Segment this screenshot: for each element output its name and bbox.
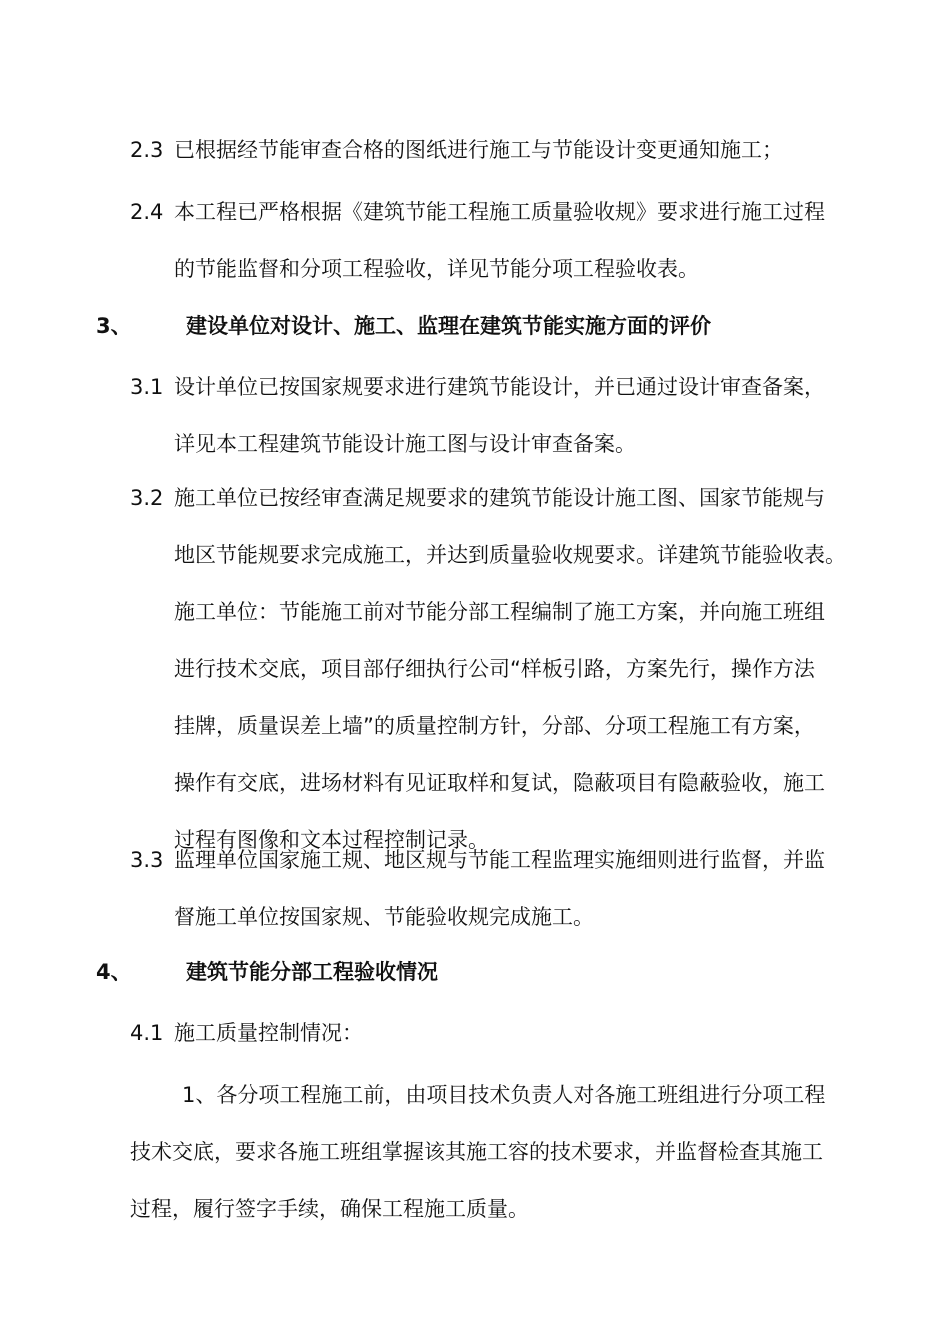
heading-number: 4、 [96, 960, 132, 984]
item-line: 设计单位已按国家规要求进行建筑节能设计，并已通过设计审查备案， [174, 375, 825, 399]
item-line: 详见本工程建筑节能设计施工图与设计审查备案。 [174, 432, 636, 456]
item-number: 3.2 [130, 486, 164, 510]
paragraph-1 [130, 1067, 890, 1238]
item-line: 督施工单位按国家规、节能验收规完成施工。 [174, 905, 594, 929]
item-line: 操作有交底，进场材料有见证取样和复试，隐蔽项目有隐蔽验收，施工 [174, 771, 825, 795]
item-3-2 [130, 470, 880, 869]
item-line: 过程有图像和文本过程控制记录。 [174, 828, 489, 852]
item-line: 监理单位国家施工规、地区规与节能工程监理实施细则进行监督，并监 [174, 848, 825, 872]
item-line: 地区节能规要求完成施工，并达到质量验收规要求。详建筑节能验收表。 [174, 543, 846, 567]
paragraph-line: 1、各分项工程施工前，由项目技术负责人对各施工班组进行分项工程 [182, 1083, 826, 1107]
item-line: 已根据经节能审查合格的图纸进行施工与节能设计变更通知施工； [174, 138, 783, 162]
item-4-1 [130, 1005, 880, 1062]
item-number: 2.3 [130, 138, 164, 162]
item-2-4 [130, 184, 880, 298]
paragraph-line: 技术交底，要求各施工班组掌握该其施工容的技术要求，并监督检查其施工 [130, 1140, 823, 1164]
item-line: 施工单位：节能施工前对节能分部工程编制了施工方案，并向施工班组 [174, 600, 825, 624]
item-3-1 [130, 359, 880, 473]
item-line: 本工程已严格根据《建筑节能工程施工质量验收规》要求进行施工过程 [174, 200, 825, 224]
item-number: 3.3 [130, 848, 164, 872]
item-2-3 [130, 122, 880, 179]
item-number: 4.1 [130, 1021, 164, 1045]
heading-text: 建筑节能分部工程验收情况 [186, 960, 438, 984]
paragraph-line: 过程，履行签字手续，确保工程施工质量。 [130, 1197, 529, 1221]
item-line: 进行技术交底，项目部仔细执行公司“样板引路，方案先行，操作方法 [174, 657, 815, 681]
item-line: 挂牌，质量误差上墙”的质量控制方针，分部、分项工程施工有方案， [174, 714, 815, 738]
item-3-3 [130, 832, 880, 946]
item-number: 3.1 [130, 375, 164, 399]
heading-number: 3、 [96, 314, 132, 338]
item-number: 2.4 [130, 200, 164, 224]
item-line: 施工单位已按经审查满足规要求的建筑节能设计施工图、国家节能规与 [174, 486, 825, 510]
item-line: 施工质量控制情况： [174, 1021, 363, 1045]
heading-text: 建设单位对设计、施工、监理在建筑节能实施方面的评价 [186, 314, 711, 338]
item-line: 的节能监督和分项工程验收，详见节能分项工程验收表。 [174, 257, 699, 281]
